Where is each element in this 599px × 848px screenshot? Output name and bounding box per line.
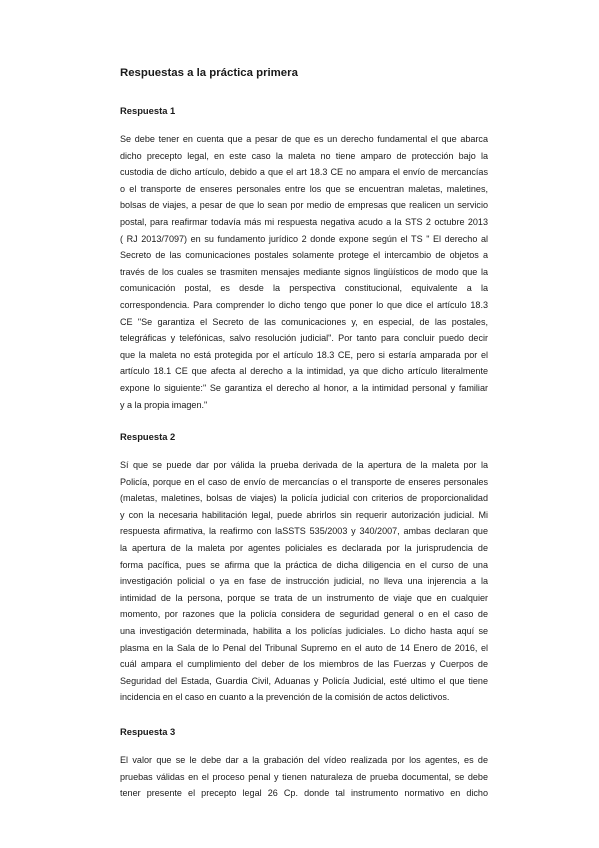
paragraph-line: Secreto de las comunicaciones postales solamente protege el intercambio de objetos a — [120, 250, 488, 261]
section-heading-respuesta-1: Respuesta 1 — [120, 105, 176, 116]
paragraph-line: Policía, porque en el caso de envío de mercancías o el transporte de enseres personales — [120, 476, 488, 487]
paragraph-line: tener presente el precepto legal 26 Cp. donde tal instrumento normativo en dicho — [120, 788, 488, 799]
paragraph-line: ( RJ 2013/7097) en su fundamento jurídico 2 donde expone según el TS " El derecho al — [120, 233, 488, 244]
paragraph-line: plasma en la Sala de lo Penal del Tribunal Supremo en el auto de 14 Enero de 2016, el — [120, 642, 488, 653]
paragraph-line: cuál ampara el cumplimiento del deber de los miembros de las Fuerzas y Cuerpos de — [120, 659, 488, 670]
paragraph-line: bolsas de viajes, a pesar de que lo sean por medio de empresas que realicen un servicio — [120, 200, 488, 211]
document-title: Respuestas a la práctica primera — [120, 67, 298, 79]
document-page — [120, 66, 488, 802]
paragraph-line: (maletas, maletines, bolsas de viajes) la policía judicial con criterios de proporcionalidad — [120, 493, 488, 504]
paragraph-line: una investigación determinada, habilita a los policías judiciales. Lo dicho hasta aquí se — [120, 626, 488, 637]
paragraph-line: momento, por razones que la policía considera de seguridad general o en el caso de — [120, 609, 488, 620]
paragraph-line: artículo 18.1 CE que afecta al derecho a la intimidad, ya que dicho artículo literalmente — [120, 366, 488, 377]
paragraph-line: Sí que se puede dar por válida la prueba derivada de la apertura de la maleta por la — [120, 460, 488, 471]
paragraph-line: telegráficas y telefónicas, salvo resolución judicial". Por tanto para concluir puedo decir — [120, 333, 488, 344]
paragraph-line: custodia de dicho artículo, debido a que el art 18.3 CE no ampara el envío de mercancías — [120, 167, 488, 178]
paragraph-line: CE "Se garantiza el Secreto de las comunicaciones y, en especial, de las postales, — [120, 316, 488, 327]
paragraph-line: Se debe tener en cuenta que a pesar de que es un derecho fundamental el que abarca — [120, 134, 488, 144]
paragraph-line: dicho precepto legal, en este caso la maleta no tiene amparo de protección bajo la — [120, 150, 488, 161]
paragraph-line: que la maleta no está protegida por el artículo 18.3 CE, pero si estaría amparada por el — [120, 349, 488, 360]
paragraph-line: El valor que se le debe dar a la grabación del vídeo realizada por los agentes, es de — [120, 755, 488, 765]
paragraph-line: investigación policial o ya en fase de instrucción judicial, no lleva una injerencia a la — [120, 576, 488, 587]
paragraph-line: Seguridad del Estada, Guardia Civil, Aduanas y Policía Judicial, esté ultimo el que tiene — [120, 675, 488, 686]
paragraph-line: y con la necesaria habilitación legal, puede abrirlos sin requerir autorización judicial. Mi — [120, 509, 488, 520]
paragraph-line: través de los cuales se trasmiten mensajes mediante signos lingüísticos de modo que la — [120, 266, 488, 277]
paragraph-line: o el transporte de enseres personales entre los que se encuentran maletas, maletines, — [120, 183, 488, 194]
paragraph-line: correspondencia. Para comprender lo dicho tengo que poner lo que dice el artículo 18.3 — [120, 299, 488, 310]
paragraph-line: expone lo siguiente:" Se garantiza el derecho al honor, a la intimidad personal y familiar — [120, 382, 488, 393]
paragraph-line: y a la propia imagen." — [120, 399, 208, 410]
paragraph-line: intimidad de la persona, porque se trata de un instrumento de viaje que en cualquier — [120, 592, 488, 603]
section-heading-respuesta-3: Respuesta 3 — [120, 726, 176, 737]
section-paragraph-respuesta-3 — [120, 752, 488, 802]
paragraph-line: forma pacífica, pues se afirma que la práctica de dicha diligencia en el curso de una — [120, 559, 488, 570]
paragraph-line: postal, para reafirmar todavía más mi respuesta negativa acudo a la STS 2 octubre 2013 — [120, 216, 488, 227]
section-paragraph-respuesta-1 — [120, 131, 488, 413]
paragraph-line: incidencia en el caso en cuanto a la prevención de la comisión de actos delictivos. — [120, 692, 450, 703]
section-paragraph-respuesta-2 — [120, 457, 488, 706]
paragraph-line: comunicación postal, es desde la perspectiva constitucional, equivalente a la — [120, 283, 488, 294]
paragraph-line: pruebas válidas en el proceso penal y tienen naturaleza de prueba documental, se debe — [120, 771, 488, 782]
paragraph-line: respuesta afirmativa, la reafirmo con laSSTS 535/2003 y 340/2007, ambas declaran que — [120, 526, 488, 537]
section-heading-respuesta-2: Respuesta 2 — [120, 431, 176, 443]
paragraph-line: la apertura de la maleta por agentes policiales es declarada por la jurisprudencia de — [120, 543, 488, 554]
